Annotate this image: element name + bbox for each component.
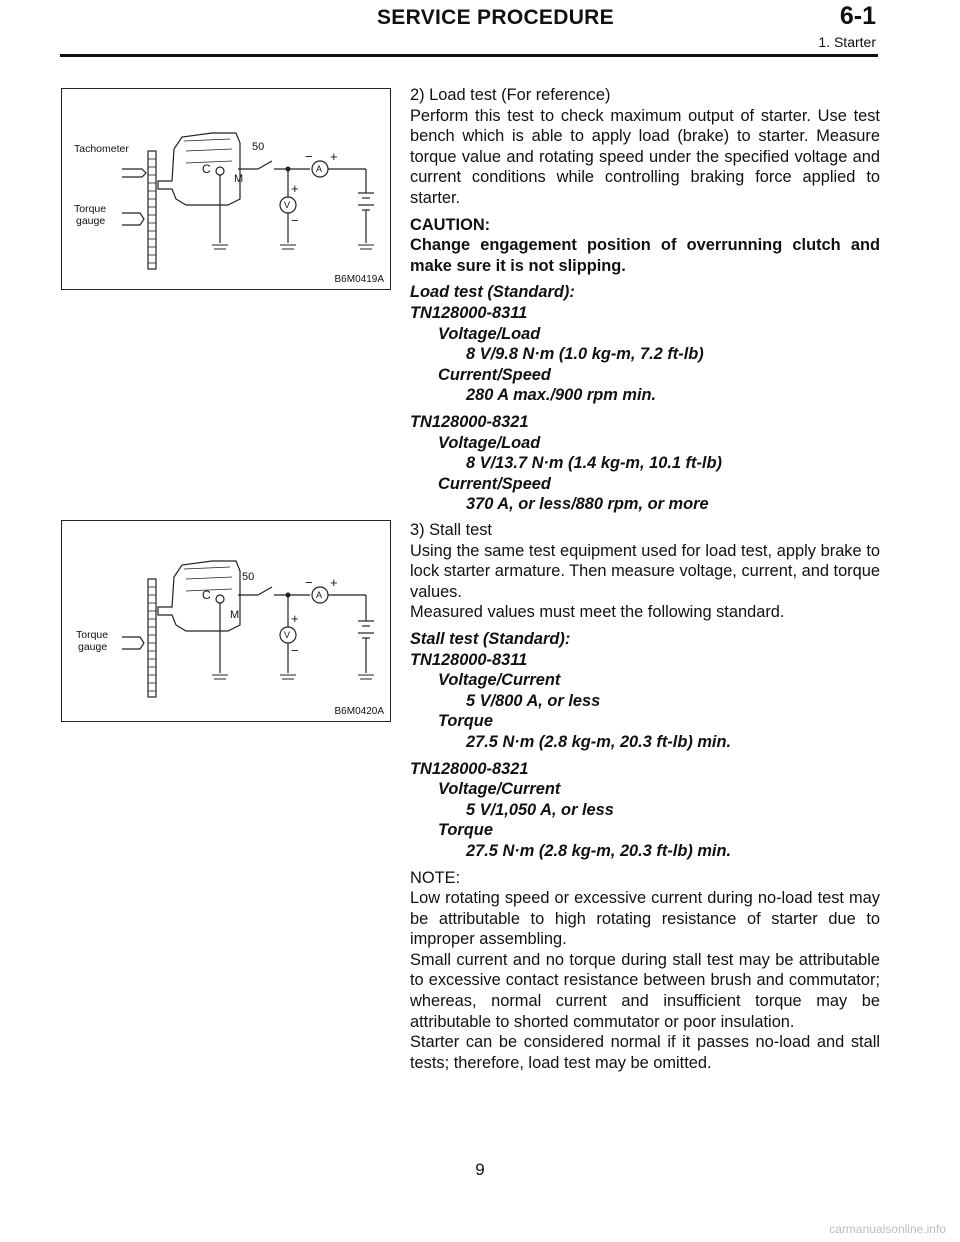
voltmeter-label: V bbox=[284, 200, 291, 210]
load-test-standard-heading: Load test (Standard): bbox=[410, 283, 575, 302]
spec-value: 370 A, or less/880 rpm, or more bbox=[466, 495, 709, 514]
voltmeter-plus: + bbox=[291, 181, 299, 196]
note-paragraph-1: Low rotating speed or excessive current during no-load test may be attributable to high rotating resistance of starter due to improper assembling. bbox=[410, 889, 880, 949]
section-code: 6-1 bbox=[839, 2, 876, 30]
spec-value: 8 V/13.7 N·m (1.4 kg-m, 10.1 ft-lb) bbox=[466, 454, 722, 473]
ring-gear bbox=[148, 579, 156, 697]
voltmeter-label: V bbox=[284, 630, 291, 640]
torque-gauge-label-line1: Torque bbox=[76, 629, 109, 641]
spec-label: Voltage/Load bbox=[438, 324, 541, 343]
figure-code: B6M0420A bbox=[334, 706, 384, 717]
stall-test-body-2: Measured values must meet the following standard. bbox=[410, 603, 785, 622]
spec-label: Voltage/Current bbox=[438, 780, 561, 799]
spec-label: Current/Speed bbox=[438, 474, 551, 493]
terminal-m-label: M bbox=[230, 609, 240, 621]
load-test-body: Perform this test to check maximum output of starter. Use test bench which is able to apply load (brake) to starter. Measure torque value and rotating speed under the specified voltage and current conditions while controlling braking force applied to starter. bbox=[410, 106, 880, 207]
model-number: TN128000-8321 bbox=[410, 759, 529, 778]
voltmeter-minus: − bbox=[291, 213, 299, 228]
spec-value: 5 V/800 A, or less bbox=[466, 691, 601, 710]
load-test-heading: 2) Load test (For reference) bbox=[410, 86, 611, 104]
model-number: TN128000-8311 bbox=[410, 303, 528, 322]
spec-value: 5 V/1,050 A, or less bbox=[466, 800, 614, 819]
section-title: SERVICE PROCEDURE bbox=[377, 6, 614, 29]
stall-test-heading: 3) Stall test bbox=[410, 521, 492, 539]
subsection-title: 1. Starter bbox=[818, 34, 876, 50]
spec-label: Voltage/Load bbox=[438, 433, 541, 452]
stall-test-circuit-diagram bbox=[62, 521, 390, 721]
ammeter-label: A bbox=[316, 590, 323, 600]
caution-label: CAUTION: bbox=[410, 215, 491, 234]
figure-stall-test-diagram bbox=[61, 520, 391, 722]
spec-label: Torque bbox=[438, 712, 493, 731]
spec-label: Current/Speed bbox=[438, 365, 551, 384]
spec-label: Voltage/Current bbox=[438, 671, 561, 690]
torque-gauge-label-line2: gauge bbox=[78, 641, 108, 653]
voltmeter-minus: − bbox=[291, 643, 299, 658]
tachometer-label: Tachometer bbox=[74, 143, 129, 155]
spec-value: 27.5 N·m (2.8 kg-m, 20.3 ft-lb) min. bbox=[466, 732, 732, 751]
spec-value: 280 A max./900 rpm min. bbox=[466, 386, 657, 405]
ammeter-plus: + bbox=[330, 149, 338, 164]
note-paragraph-2: Small current and no torque during stall test may be attributable to excessive contact resistance between brush and commutator; whereas, normal current and insufficient torque may be attributable to shorted commutator or poor insulation. bbox=[410, 950, 880, 1031]
note-label: NOTE: bbox=[410, 868, 461, 887]
spec-value: 8 V/9.8 N·m (1.0 kg-m, 7.2 ft-lb) bbox=[466, 345, 704, 364]
terminal-50-label: 50 bbox=[242, 571, 255, 583]
caution-text: Change engagement position of overrunning clutch and make sure it is not slipping. bbox=[410, 236, 880, 275]
spec-label: Torque bbox=[438, 821, 493, 840]
header-rule bbox=[60, 54, 878, 57]
terminal-m-label: M bbox=[234, 173, 244, 185]
note-paragraph-3: Starter can be considered normal if it passes no-load and stall tests; therefore, load test may be omitted. bbox=[410, 1033, 880, 1072]
ammeter-plus: + bbox=[330, 575, 338, 590]
ring-gear bbox=[148, 151, 156, 269]
figure-load-test-diagram bbox=[61, 88, 391, 290]
ammeter-label: A bbox=[316, 164, 323, 174]
starter-body bbox=[158, 561, 240, 631]
torque-gauge-label-line1: Torque bbox=[74, 203, 107, 215]
figure-code: B6M0419A bbox=[334, 274, 384, 285]
model-number: TN128000-8321 bbox=[410, 412, 529, 431]
ammeter-minus: − bbox=[305, 149, 313, 164]
terminal-50-label: 50 bbox=[252, 141, 265, 153]
load-test-section bbox=[410, 85, 880, 515]
torque-gauge-label-line2: gauge bbox=[76, 215, 106, 227]
spec-value: 27.5 N·m (2.8 kg-m, 20.3 ft-lb) min. bbox=[466, 841, 732, 860]
terminal-c-label: C bbox=[202, 588, 211, 602]
ammeter-minus: − bbox=[305, 575, 313, 590]
stall-test-standard-heading: Stall test (Standard): bbox=[410, 629, 571, 648]
voltmeter-plus: + bbox=[291, 611, 299, 626]
stall-test-body: Using the same test equipment used for load test, apply brake to lock starter armature. Then measure voltage, current, and torque values. bbox=[410, 541, 880, 601]
page-header bbox=[60, 0, 878, 58]
load-test-circuit-diagram bbox=[62, 89, 390, 289]
model-number: TN128000-8311 bbox=[410, 650, 528, 669]
page-number: 9 bbox=[475, 1160, 485, 1179]
watermark: carmanualsonline.info bbox=[829, 1222, 946, 1236]
terminal-c-label: C bbox=[202, 162, 211, 176]
starter-body bbox=[158, 133, 240, 205]
stall-test-section bbox=[410, 520, 880, 1073]
